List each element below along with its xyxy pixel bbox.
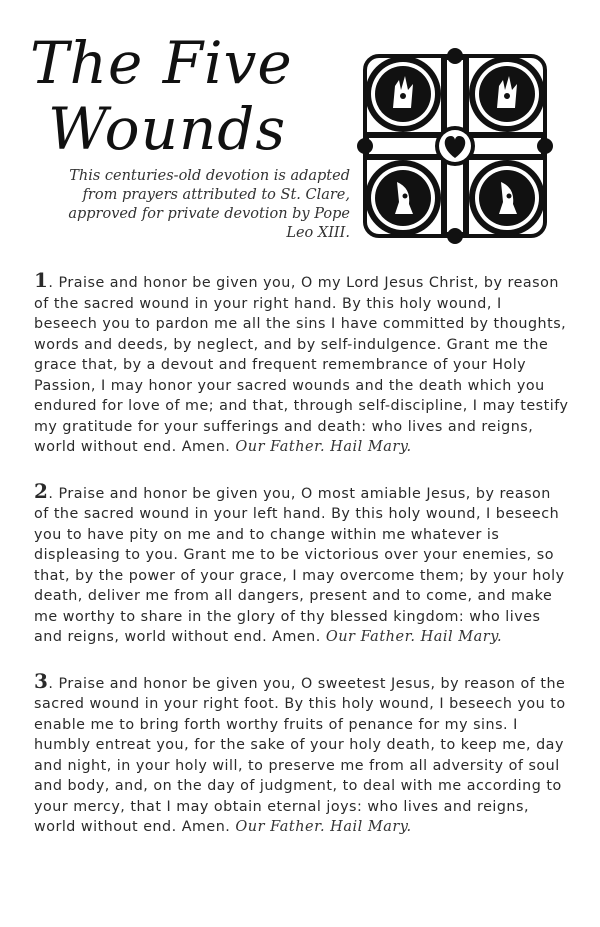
title-line-2: Wounds [48, 95, 287, 163]
prayer-list [34, 256, 570, 861]
title-line-1: The Five [30, 29, 293, 97]
prayer-text: . Praise and honor be given you, O sweetest Jesus, by reason of the sacred wound in your right foot. By this holy wound, I beseech you to enable me to bring forth worthy fruits of penance for my sins. I humbly entreat you, for the sake of your holy death, to keep me, day and night, in your holy will, to preserve me from all adversity of soul and body, and, on the day of judgment, to deal with me according to your mercy, that I may obtain eternal joys: who lives and reigns, world without end. Amen. [34, 675, 566, 836]
emblem-graphic [355, 46, 555, 246]
prayer-closing: Our Father. Hail Mary. [325, 629, 503, 646]
roundel-top-left [365, 56, 441, 132]
prayer-3 [34, 668, 570, 838]
prayer-number: 1 [34, 268, 49, 293]
prayer-2 [34, 478, 570, 648]
prayer-closing: Our Father. Hail Mary. [235, 439, 412, 456]
prayer-number: 3 [34, 668, 49, 693]
center-heart [435, 126, 475, 166]
prayer-number: 2 [34, 478, 49, 503]
roundel-top-right [469, 56, 545, 132]
prayer-text: . Praise and honor be given you, O my Lord Jesus Christ, by reason of the sacred wound in your right hand. By this holy wound, I beseech you to pardon me all the sins I have committed by thoughts, words and deeds, by neglect, and by self-indulgence. Grant me the grace that, by a devout and frequent remembrance of your Holy Passion, I may honor your sacred wounds and the death which you endured for love of me; and that, through self-discipline, I may testify my gratitude for your sufferings and death: who lives and reigns, world without end. Amen. [34, 275, 569, 456]
page-title [30, 30, 350, 162]
intro-text: This centuries-old devotion is adapted from prayers attributed to St. Clare, approved for private devotion by Pope Leo XIII. [68, 168, 350, 241]
prayer-closing: Our Father. Hail Mary. [235, 819, 412, 836]
prayer-text: . Praise and honor be given you, O most amiable Jesus, by reason of the sacred wound in your left hand. By this holy wound, I beseech you to have pity on me and to change within me whatever is displeasing to you. Grant me to be victorious over your enemies, so that, by the power of your grace, I may overcome them; by your holy death, deliver me from all dangers, present and to come, and make me worthy to share in the glory of thy blessed kingdom: who lives and reigns, world without end. Amen. [34, 485, 565, 646]
roundel-bottom-left [365, 160, 441, 236]
prayer-1 [34, 270, 570, 458]
five-wounds-emblem-icon [355, 46, 555, 246]
roundel-bottom-right [469, 160, 545, 236]
